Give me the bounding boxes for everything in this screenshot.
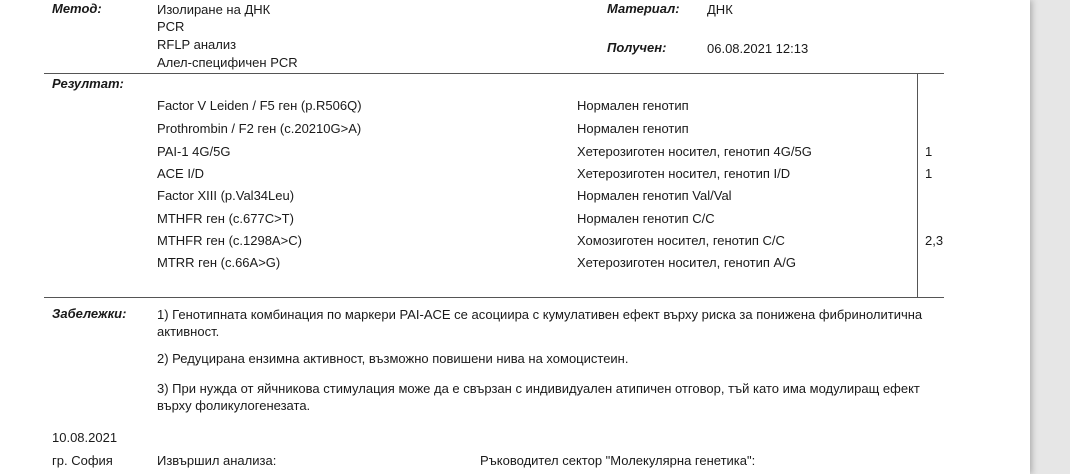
test-result: Хетерозиготен носител, генотип I/D (577, 166, 791, 181)
test-result: Нормален генотип (577, 121, 689, 136)
method-item: RFLP анализ (157, 37, 237, 52)
test-result: Хомозиготен носител, генотип C/C (577, 233, 785, 248)
test-name: Factor XIII (p.Val34Leu) (157, 188, 295, 203)
received-value: 06.08.2021 12:13 (707, 41, 809, 56)
test-result: Нормален генотип C/C (577, 211, 715, 226)
divider-bottom (44, 297, 944, 298)
notes-label: Забележки: (52, 306, 127, 321)
method-item: Алел-специфичен PCR (157, 55, 298, 70)
material-value: ДНК (707, 2, 733, 17)
received-label: Получен: (607, 40, 667, 55)
note-item: 1) Генотипната комбинация по маркери PAI-ACE се асоциира с кумулативен ефект върху риска за понижена фибринолитична активност. (157, 307, 923, 339)
material-label: Материал: (607, 1, 680, 16)
test-name: Factor V Leiden / F5 ген (p.R506Q) (157, 98, 362, 113)
result-column-divider (917, 73, 918, 297)
test-result: Нормален генотип Val/Val (577, 188, 732, 203)
head-of-sector-label: Ръководител сектор "Молекулярна генетика": (480, 453, 756, 468)
note-ref: 1 (925, 166, 933, 181)
test-name: MTHFR ген (c.677C>T) (157, 211, 294, 226)
method-item: PCR (157, 19, 185, 34)
note-item: 3) При нужда от яйчникова стимулация може да е свързан с индивидуален атипичен отговор, тъй като има модулиращ ефект върху фоликулогенезата. (157, 381, 920, 413)
divider-top (44, 73, 944, 74)
test-name: ACE I/D (157, 166, 204, 181)
note-ref: 2,3 (925, 233, 944, 248)
note-ref: 1 (925, 144, 933, 159)
test-result: Хетерозиготен носител, генотип A/G (577, 255, 796, 270)
test-name: MTHFR ген (c.1298A>C) (157, 233, 302, 248)
test-result: Хетерозиготен носител, генотип 4G/5G (577, 144, 812, 159)
performed-by-label: Извършил анализа: (157, 453, 277, 468)
method-label: Метод: (52, 1, 102, 16)
report-city: гр. София (52, 453, 113, 468)
test-name: MTRR ген (c.66A>G) (157, 255, 281, 270)
method-item: Изолиране на ДНК (157, 2, 271, 17)
report-date: 10.08.2021 (52, 430, 118, 445)
test-name: PAI-1 4G/5G (157, 144, 231, 159)
result-label: Резултат: (52, 76, 124, 91)
note-item: 2) Редуцирана ензимна активност, възможно повишени нива на хомоцистеин. (157, 351, 629, 366)
test-name: Prothrombin / F2 ген (c.20210G>A) (157, 121, 362, 136)
test-result: Нормален генотип (577, 98, 689, 113)
